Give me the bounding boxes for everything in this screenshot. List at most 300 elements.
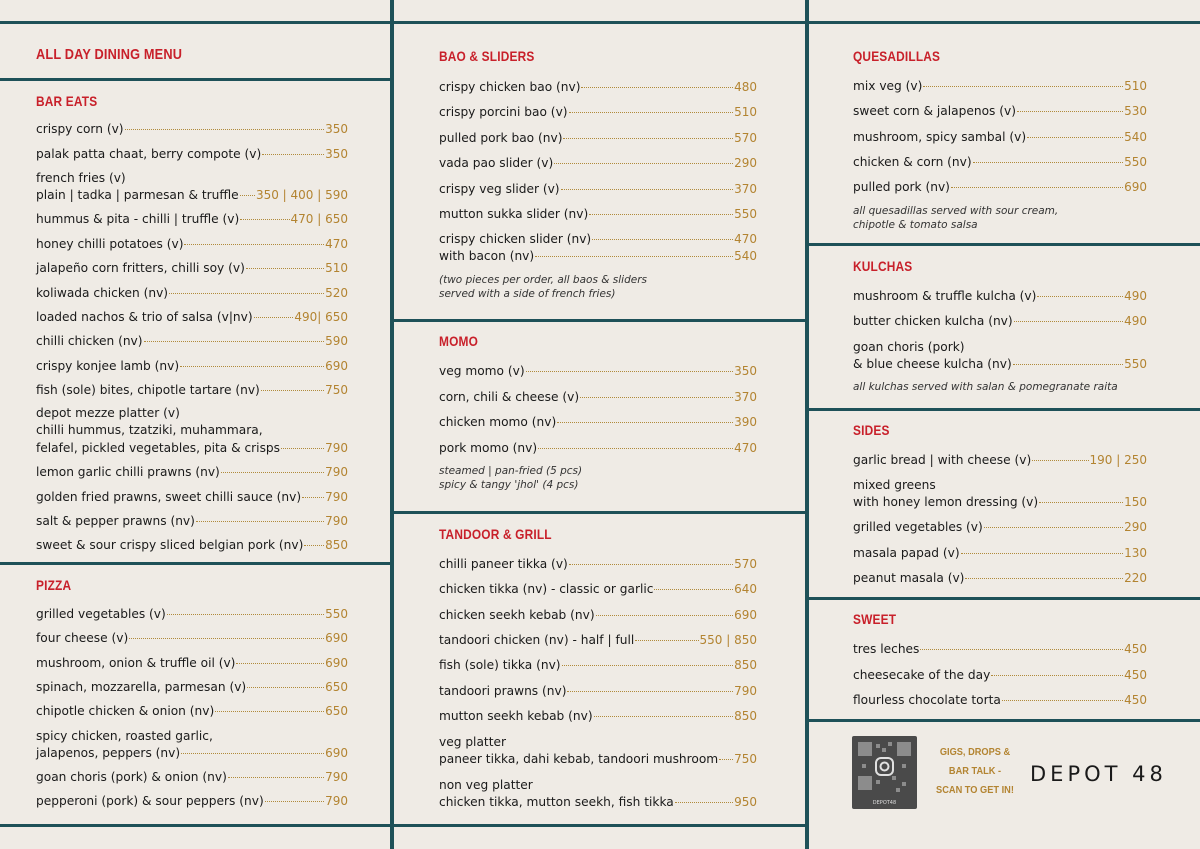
item-price: 690 (1124, 180, 1147, 194)
item-price: 290 (734, 156, 757, 170)
item-name: golden fried prawns, sweet chilli sauce (nv) (36, 490, 302, 504)
menu-item (439, 104, 757, 120)
item-name: mushroom & truffle kulcha (v) (853, 289, 1037, 303)
item-name: chicken tikka, mutton seekh, fish tikka (439, 795, 674, 809)
dot-leader (236, 663, 324, 664)
item-price: 510 (1124, 79, 1147, 93)
item-name: pork momo (nv) (439, 441, 538, 455)
divider (0, 824, 392, 827)
menu-item (853, 494, 1147, 510)
item-name: chicken & corn (nv) (853, 155, 972, 169)
item-name: mix veg (v) (853, 79, 923, 93)
item-price: 790 (325, 770, 348, 784)
dot-leader (596, 615, 733, 616)
divider (0, 78, 392, 81)
menu-item (439, 556, 757, 572)
gigs-line: GIGS, DROPS & (939, 746, 1011, 758)
divider (807, 597, 1200, 600)
dot-leader (594, 716, 734, 717)
section-title: BAR EATS (36, 93, 98, 109)
dot-leader (569, 112, 734, 113)
item-price: 790 (325, 490, 348, 504)
note-line: served with a side of french fries) (439, 288, 616, 300)
menu-item (36, 728, 348, 744)
item-name: butter chicken kulcha (nv) (853, 314, 1013, 328)
item-name: tandoori chicken (nv) - half | full (439, 633, 635, 647)
item-price: 790 (325, 465, 348, 479)
dot-leader (984, 527, 1123, 528)
dot-leader (951, 187, 1123, 188)
menu-item (36, 236, 348, 252)
item-price: 790 (325, 794, 348, 808)
item-price: 550 | 850 (699, 633, 757, 647)
item-price: 590 (325, 334, 348, 348)
item-name: grilled vegetables (v) (853, 520, 983, 534)
menu-item (439, 708, 757, 724)
gigs-line: SCAN TO GET IN! (936, 784, 1014, 796)
item-name: mutton sukka slider (nv) (439, 207, 589, 221)
item-price: 480 (734, 80, 757, 94)
item-price: 470 (325, 237, 348, 251)
dot-leader (302, 497, 324, 498)
item-name: jalapeño corn fritters, chilli soy (v) (36, 261, 245, 275)
dot-leader (1039, 502, 1123, 503)
item-name: crispy konjee lamb (nv) (36, 359, 180, 373)
divider (807, 719, 1200, 722)
dot-leader (1032, 460, 1088, 461)
menu-item (853, 288, 1147, 304)
item-name: veg momo (v) (439, 364, 525, 378)
menu-item (439, 777, 757, 793)
item-name: corn, chili & cheese (v) (439, 390, 580, 404)
item-price: 790 (325, 441, 348, 455)
dot-leader (961, 553, 1123, 554)
item-price: 510 (734, 105, 757, 119)
item-name: flourless chocolate torta (853, 693, 1001, 707)
menu-item (439, 440, 757, 456)
item-name: pulled pork bao (nv) (439, 131, 563, 145)
dot-leader (580, 397, 733, 398)
item-name: goan choris (pork) (853, 340, 965, 354)
item-name: lemon garlic chilli prawns (nv) (36, 465, 220, 479)
menu-item (853, 477, 1147, 493)
section-title: SIDES (853, 422, 890, 438)
item-price: 790 (734, 684, 757, 698)
dot-leader (1037, 296, 1123, 297)
item-name: fish (sole) tikka (nv) (439, 658, 561, 672)
menu-item (36, 745, 348, 761)
item-name: four cheese (v) (36, 631, 129, 645)
menu-item (853, 570, 1147, 586)
dot-leader (557, 422, 733, 423)
divider (392, 319, 807, 322)
item-name: tres leches (853, 642, 920, 656)
item-name: mushroom, spicy sambal (v) (853, 130, 1027, 144)
item-price: 150 (1124, 495, 1147, 509)
item-name: paneer tikka, dahi kebab, tandoori mushroom (439, 752, 719, 766)
note-line: spicy & tangy 'jhol' (4 pcs) (439, 479, 579, 491)
item-price: 690 (734, 608, 757, 622)
qr-pattern-icon (852, 736, 917, 796)
item-price: 350 | 400 | 590 (255, 188, 348, 202)
menu-item (853, 154, 1147, 170)
menu-item (853, 78, 1147, 94)
dot-leader (265, 801, 324, 802)
note-line: steamed | pan-fried (5 pcs) (439, 465, 583, 477)
menu-item (36, 358, 348, 374)
item-price: 790 (325, 514, 348, 528)
menu-item (36, 187, 348, 203)
menu-item (439, 734, 757, 750)
section-note (853, 380, 1118, 394)
item-price: 750 (325, 383, 348, 397)
dot-leader (254, 317, 294, 318)
dot-leader (554, 163, 733, 164)
item-price: 550 (1124, 155, 1147, 169)
dot-leader (228, 777, 324, 778)
dot-leader (654, 589, 733, 590)
item-price: 450 (1124, 693, 1147, 707)
menu-item (36, 464, 348, 480)
item-price: 650 (325, 680, 348, 694)
dot-leader (581, 87, 733, 88)
item-name: spinach, mozzarella, parmesan (v) (36, 680, 247, 694)
menu-item (36, 769, 348, 785)
item-name: honey chilli potatoes (v) (36, 237, 184, 251)
section-title: TANDOOR & GRILL (439, 526, 552, 542)
item-price: 690 (325, 746, 348, 760)
section-title: BAO & SLIDERS (439, 48, 535, 64)
menu-item (853, 452, 1147, 468)
dot-leader (181, 753, 324, 754)
item-name: fish (sole) bites, chipotle tartare (nv) (36, 383, 260, 397)
menu-item (36, 513, 348, 529)
menu-item (36, 606, 348, 622)
menu-item (36, 655, 348, 671)
dot-leader (1017, 111, 1123, 112)
divider (392, 511, 807, 514)
gigs-line: BAR TALK - (948, 765, 1002, 777)
dot-leader (538, 448, 733, 449)
divider (392, 824, 807, 827)
item-name: pulled pork (nv) (853, 180, 950, 194)
item-price: 470 (734, 441, 757, 455)
dot-leader (561, 189, 734, 190)
item-name: pepperoni (pork) & sour peppers (nv) (36, 794, 264, 808)
item-price: 220 (1124, 571, 1147, 585)
dot-leader (563, 138, 733, 139)
item-price: 950 (734, 795, 757, 809)
item-price: 850 (734, 658, 757, 672)
item-price: 540 (1124, 130, 1147, 144)
item-name: veg platter (439, 735, 506, 749)
item-name: peanut masala (v) (853, 571, 965, 585)
menu-item (36, 793, 348, 809)
item-name: crispy porcini bao (v) (439, 105, 568, 119)
item-name: & blue cheese kulcha (nv) (853, 357, 1012, 371)
item-name: with honey lemon dressing (v) (853, 495, 1039, 509)
note-line: all quesadillas served with sour cream, (853, 205, 1059, 217)
dot-leader (180, 366, 324, 367)
item-name: depot mezze platter (v) (36, 406, 180, 420)
section-title: SWEET (853, 611, 897, 627)
menu-item (853, 103, 1147, 119)
menu-item (853, 692, 1147, 708)
qr-code[interactable] (852, 736, 917, 809)
item-price: 370 (734, 182, 757, 196)
item-name: french fries (v) (36, 171, 126, 185)
item-name: loaded nachos & trio of salsa (v|nv) (36, 310, 253, 324)
menu-item (439, 79, 757, 95)
item-name: chilli paneer tikka (v) (439, 557, 568, 571)
menu-item (36, 382, 348, 398)
item-price: 130 (1124, 546, 1147, 560)
item-price: 750 (734, 752, 757, 766)
item-price: 510 (325, 261, 348, 275)
dot-leader (526, 371, 734, 372)
item-price: 850 (734, 709, 757, 723)
menu-item (439, 181, 757, 197)
section-title: PIZZA (36, 577, 72, 593)
divider (807, 408, 1200, 411)
item-price: 370 (734, 390, 757, 404)
menu-item (36, 170, 348, 186)
item-price: 490 (1124, 314, 1147, 328)
item-name: jalapenos, peppers (nv) (36, 746, 181, 760)
item-price: 530 (1124, 104, 1147, 118)
menu-item (36, 211, 348, 227)
item-name: mixed greens (853, 478, 936, 492)
item-price: 350 (325, 147, 348, 161)
section-note (439, 273, 647, 301)
menu-item (36, 489, 348, 505)
dot-leader (1014, 321, 1123, 322)
item-price: 190 | 250 (1089, 453, 1147, 467)
item-name: garlic bread | with cheese (v) (853, 453, 1032, 467)
dot-leader (1027, 137, 1123, 138)
item-name: crispy chicken bao (nv) (439, 80, 581, 94)
menu-item (853, 129, 1147, 145)
dot-leader (167, 614, 324, 615)
menu-item (439, 414, 757, 430)
menu-item (36, 285, 348, 301)
item-name: palak patta chaat, berry compote (v) (36, 147, 262, 161)
item-name: plain | tadka | parmesan & truffle (36, 188, 239, 202)
item-name: crispy corn (v) (36, 122, 124, 136)
menu-item (853, 356, 1147, 372)
item-name: chicken seekh kebab (nv) (439, 608, 595, 622)
item-price: 390 (734, 415, 757, 429)
dot-leader (569, 564, 733, 565)
dot-leader (589, 214, 733, 215)
dot-leader (169, 293, 324, 294)
dot-leader (196, 521, 324, 522)
item-name: non veg platter (439, 778, 533, 792)
dot-leader (592, 239, 733, 240)
item-name: mutton seekh kebab (nv) (439, 709, 593, 723)
menu-item (439, 363, 757, 379)
gigs-callout (931, 743, 1019, 800)
note-line: chipotle & tomato salsa (853, 219, 978, 231)
menu-item (36, 440, 348, 456)
menu-item (853, 641, 1147, 657)
dot-leader (247, 687, 324, 688)
brand-logo: DEPOT 48 (1030, 762, 1167, 786)
item-price: 570 (734, 131, 757, 145)
item-name: hummus & pita - chilli | truffle (v) (36, 212, 240, 226)
menu-item (36, 703, 348, 719)
section-title: MOMO (439, 333, 479, 349)
dot-leader (567, 691, 733, 692)
dot-leader (240, 195, 255, 196)
item-price: 350 (734, 364, 757, 378)
section-title: QUESADILLAS (853, 48, 941, 64)
menu-item (439, 206, 757, 222)
menu-item (36, 121, 348, 137)
item-name: sweet & sour crispy sliced belgian pork (nv) (36, 538, 304, 552)
item-name: chicken momo (nv) (439, 415, 557, 429)
dot-leader (1002, 700, 1123, 701)
qr-caption: DEPOT48 (872, 800, 897, 806)
section-title: KULCHAS (853, 258, 913, 274)
item-name: mushroom, onion & truffle oil (v) (36, 656, 236, 670)
menu-item (36, 679, 348, 695)
menu-item (439, 231, 757, 247)
item-price: 690 (325, 656, 348, 670)
divider (807, 243, 1200, 246)
item-price: 550 (1124, 357, 1147, 371)
item-price: 470 | 650 (290, 212, 348, 226)
item-price: 650 (325, 704, 348, 718)
menu-item (439, 607, 757, 623)
menu-item (439, 130, 757, 146)
divider (807, 21, 1200, 24)
dot-leader (281, 448, 324, 449)
item-price: 450 (1124, 668, 1147, 682)
item-name: crispy veg slider (v) (439, 182, 560, 196)
menu-item (853, 545, 1147, 561)
dot-leader (562, 665, 734, 666)
note-line: (two pieces per order, all baos & sliders (439, 274, 648, 286)
menu-item (36, 146, 348, 162)
menu-item (439, 248, 757, 264)
menu-item (853, 313, 1147, 329)
menu-item (36, 537, 348, 553)
divider (392, 21, 807, 24)
dot-leader (635, 640, 698, 641)
menu-item (439, 155, 757, 171)
dot-leader (129, 638, 324, 639)
item-name: koliwada chicken (nv) (36, 286, 169, 300)
section-note (439, 464, 582, 492)
dot-leader (240, 219, 289, 220)
item-price: 550 (734, 207, 757, 221)
menu-title: ALL DAY DINING MENU (36, 46, 183, 63)
dot-leader (184, 244, 324, 245)
item-name: goan choris (pork) & onion (nv) (36, 770, 227, 784)
dot-leader (923, 86, 1123, 87)
dot-leader (304, 545, 324, 546)
section-note (853, 204, 1058, 232)
menu-item (36, 260, 348, 276)
menu-item (36, 630, 348, 646)
dot-leader (215, 711, 324, 712)
menu-item (36, 309, 348, 325)
item-name: chilli hummus, tzatziki, muhammara, (36, 423, 263, 437)
menu-item (36, 333, 348, 349)
item-name: spicy chicken, roasted garlic, (36, 729, 213, 743)
menu-item (439, 683, 757, 699)
menu-item (853, 519, 1147, 535)
item-name: vada pao slider (v) (439, 156, 554, 170)
dot-leader (1013, 364, 1123, 365)
menu-item (439, 794, 757, 810)
item-name: salt & pepper prawns (nv) (36, 514, 195, 528)
item-name: with bacon (nv) (439, 249, 535, 263)
item-name: cheesecake of the day (853, 668, 991, 682)
menu-item (853, 179, 1147, 195)
item-price: 570 (734, 557, 757, 571)
divider-vertical-left (390, 0, 394, 849)
item-name: grilled vegetables (v) (36, 607, 166, 621)
menu-item (36, 405, 348, 421)
dot-leader (535, 256, 733, 257)
item-price: 490| 650 (294, 310, 348, 324)
item-price: 540 (734, 249, 757, 263)
item-price: 450 (1124, 642, 1147, 656)
instagram-icon (876, 758, 893, 775)
item-name: sweet corn & jalapenos (v) (853, 104, 1016, 118)
item-price: 350 (325, 122, 348, 136)
dot-leader (973, 162, 1123, 163)
menu-item (439, 581, 757, 597)
menu-item (439, 632, 757, 648)
dot-leader (261, 390, 324, 391)
item-name: crispy chicken slider (nv) (439, 232, 592, 246)
menu-item (439, 389, 757, 405)
item-price: 690 (325, 631, 348, 645)
item-price: 850 (325, 538, 348, 552)
dot-leader (920, 649, 1123, 650)
item-name: felafel, pickled vegetables, pita & crisps (36, 441, 281, 455)
menu-item (36, 422, 348, 438)
dot-leader (144, 341, 325, 342)
item-name: tandoori prawns (nv) (439, 684, 567, 698)
dot-leader (246, 268, 324, 269)
menu-item (439, 751, 757, 767)
item-price: 490 (1124, 289, 1147, 303)
item-name: chilli chicken (nv) (36, 334, 143, 348)
item-price: 520 (325, 286, 348, 300)
dot-leader (262, 154, 324, 155)
menu-item (439, 657, 757, 673)
dot-leader (991, 675, 1123, 676)
item-price: 470 (734, 232, 757, 246)
divider (0, 21, 392, 24)
menu-item (853, 667, 1147, 683)
item-name: chicken tikka (nv) - classic or garlic (439, 582, 654, 596)
note-line: all kulchas served with salan & pomegranate raita (853, 381, 1118, 393)
item-price: 290 (1124, 520, 1147, 534)
item-price: 640 (734, 582, 757, 596)
item-name: masala papad (v) (853, 546, 960, 560)
item-name: chipotle chicken & onion (nv) (36, 704, 215, 718)
menu-item (853, 339, 1147, 355)
dot-leader (719, 759, 733, 760)
divider (0, 562, 392, 565)
item-price: 690 (325, 359, 348, 373)
dot-leader (965, 578, 1123, 579)
